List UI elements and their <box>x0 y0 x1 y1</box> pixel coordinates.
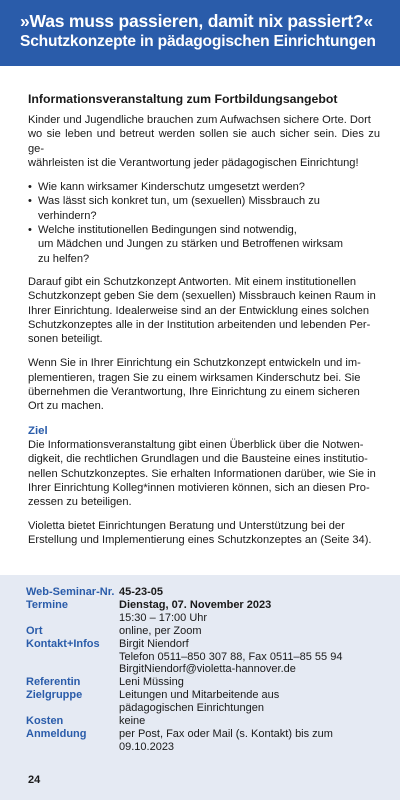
info-label: Zielgruppe <box>26 689 83 702</box>
page-subtitle: Schutzkonzepte in pädagogischen Einrichtungen <box>20 33 376 50</box>
violetta-paragraph: Violetta bietet Einrichtungen Beratung und Unterstützung bei der Erstellung und Implementierung eines Schutzkonzeptes an (Seite 34). <box>28 519 372 546</box>
info-label: Termine <box>26 598 68 611</box>
registration-line: per Post, Fax oder Mail (s. Kontakt) bis zum <box>119 727 333 740</box>
contact-name: Birgit Niendorf <box>119 637 189 650</box>
info-label: Kontakt+Infos <box>26 637 100 650</box>
contact-email[interactable]: BirgitNiendorf@violetta-hannover.de <box>119 663 296 676</box>
section-heading: Informationsveranstaltung zum Fortbildungsangebot <box>28 92 338 106</box>
audience-line: Leitungen und Mitarbeitende aus <box>119 689 280 702</box>
contact-value <box>119 638 388 677</box>
question-list <box>28 180 380 266</box>
info-row-ort <box>26 625 388 638</box>
list-item: • Was lässt sich konkret tun, um (sexuellen) Missbrauch zu verhindern? <box>28 194 380 223</box>
seminar-number: 45-23-05 <box>119 586 164 598</box>
info-label: Anmeldung <box>26 727 87 740</box>
page-title: »Was muss passieren, damit nix passiert?« <box>20 11 373 31</box>
registration-value <box>119 728 388 754</box>
info-label: Kosten <box>26 715 64 728</box>
page-number: 24 <box>28 774 41 786</box>
info-row-anmeldung <box>26 728 388 754</box>
list-item: • Wie kann wirksamer Kinderschutz umgesetzt werden? <box>28 180 380 194</box>
info-row-seminar <box>26 586 388 599</box>
event-info-box <box>0 575 400 800</box>
info-label: Ort <box>26 624 43 637</box>
info-row-kontakt <box>26 638 388 677</box>
intro-paragraph: Kinder und Jugendliche brauchen zum Aufwachsen sichere Orte. Dort wo sie leben und betreut werden sollen sie auch sicher sein. Dies zu ge- währleisten ist die Verantwortung jeder pädagogischen Einrichtung! <box>28 114 380 169</box>
audience-line: pädagogischen Einrichtungen <box>119 702 264 715</box>
ziel-paragraph: Die Informationsveranstaltung gibt einen Überblick über die Notwen- digkeit, die rechtlichen Grundlagen und die Bausteine eines institutio- nellen Schutzkonzeptes. Sie erhalten Informationen darüber, wie Sie in Ihrer Einrichtung Kolleg*innen motivieren können, sich an diesen Pro- zessen zu beteiligen. <box>28 439 376 509</box>
schutzkonzept-paragraph: Darauf gibt ein Schutzkonzept Antworten. Mit einem institutionellen Schutzkonzept geben Sie dem (sexuellen) Missbrauch keinen Raum in Ihrer Einrichtung. Idealerweise sind an der Entwicklung eines solchen Schutzkonzeptes alle in der Institution arbeitenden und lebenden Per- sonen beteiligt. <box>28 275 376 346</box>
info-row-zielgruppe <box>26 689 388 715</box>
info-row-referentin <box>26 676 388 689</box>
info-label: Web-Seminar-Nr. <box>26 586 115 598</box>
speaker-value: Leni Müssing <box>119 676 184 689</box>
info-label: Referentin <box>26 676 81 689</box>
registration-deadline: 09.10.2023 <box>119 740 175 753</box>
event-date: Dienstag, 07. November 2023 <box>119 598 272 611</box>
info-row-kosten <box>26 715 388 728</box>
list-item: • Welche institutionellen Bedingungen sind notwendig, um Mädchen und Jungen zu stärken und Betroffenen wirksam zu helfen? <box>28 223 380 266</box>
termine-value <box>119 599 388 625</box>
info-row-termine <box>26 599 388 625</box>
article-body <box>28 91 380 557</box>
contact-phone: Telefon 0511–850 307 88, Fax 0511–85 55 94 <box>119 650 343 663</box>
audience-value <box>119 689 388 715</box>
ziel-heading: Ziel <box>28 424 48 437</box>
responsibility-paragraph: Wenn Sie in Ihrer Einrichtung ein Schutzkonzept entwickeln und im- plementieren, tragen Sie zu einem wirksamen Kinderschutz bei. Sie übernehmen die Verantwortung, Ihre Einrichtung zu einem sicheren Ort zu machen. <box>28 357 361 413</box>
event-time: 15:30 – 17:00 Uhr <box>119 611 208 624</box>
cost-value: keine <box>119 715 146 728</box>
location-value: online, per Zoom <box>119 624 202 637</box>
title-banner <box>0 0 400 66</box>
